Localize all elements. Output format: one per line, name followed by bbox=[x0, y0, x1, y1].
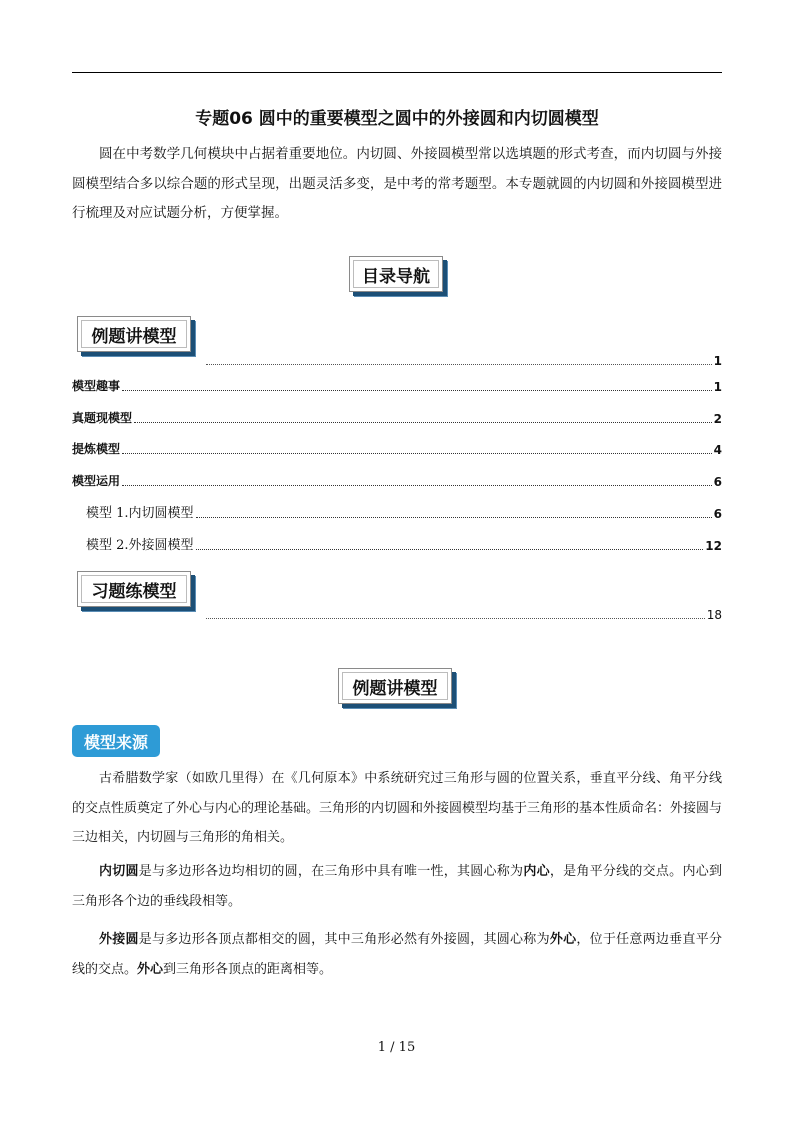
page-footer: 1 / 15 bbox=[377, 1040, 416, 1055]
toc-entry-label: 真题现模型 bbox=[72, 411, 133, 425]
toc-entry-section2[interactable] bbox=[204, 606, 722, 622]
toc-leader bbox=[122, 484, 712, 486]
toc-heading-box bbox=[349, 256, 443, 292]
toc-entry-section1[interactable] bbox=[204, 352, 722, 368]
toc-leader bbox=[196, 516, 712, 518]
toc-section2-box[interactable] bbox=[77, 571, 191, 607]
toc-entry-label: 模型 1.内切圆模型 bbox=[86, 506, 194, 521]
incircle-text-end: ，是角平分线的交点。内心到三角形各个边的垂线段相等。 bbox=[72, 864, 722, 909]
toc-leader bbox=[196, 548, 704, 550]
toc-subentry[interactable] bbox=[86, 537, 722, 553]
toc-entry[interactable] bbox=[72, 410, 722, 426]
incircle-text: 是与多边形各边均相切的圆，在三角形中具有唯一性，其圆心称为 bbox=[138, 864, 524, 879]
toc-section1-box[interactable] bbox=[77, 316, 191, 352]
toc-page-number: 1 bbox=[713, 380, 722, 394]
toc-section2-label: 习题练模型 bbox=[91, 581, 177, 602]
toc-entry-label: 模型运用 bbox=[72, 474, 121, 488]
toc-heading: 目录导航 bbox=[362, 266, 430, 287]
toc-page-number: 1 bbox=[713, 354, 722, 368]
toc-entry-label: 模型 2.外接圆模型 bbox=[86, 538, 194, 553]
circumcircle-text-mid: ，位于任意两边垂直平分线的交点。 bbox=[72, 932, 722, 977]
source-paragraph-history: 古希腊数学家（如欧几里得）在《几何原本》中系统研究过三角形与圆的位置关系，垂直平分线、角平分线的交点性质奠定了外心与内心的理论基础。三角形的内切圆和外接圆模型均基于三角形的基本性质命名：外接圆与三边相关，内切圆与三角形的角相关。 bbox=[72, 771, 723, 845]
section-heading-box bbox=[338, 668, 452, 704]
toc-entry[interactable] bbox=[72, 378, 722, 394]
section-heading: 例题讲模型 bbox=[352, 678, 438, 699]
circumcircle-text-end: 到三角形各顶点的距离相等。 bbox=[163, 961, 333, 977]
term-circumcenter: 外心 bbox=[549, 932, 577, 947]
toc-leader bbox=[122, 452, 712, 454]
toc-leader bbox=[134, 421, 712, 423]
toc-page-number: 6 bbox=[713, 475, 722, 489]
term-circumcenter-2: 外心 bbox=[137, 961, 164, 977]
term-circumcircle: 外接圆 bbox=[99, 932, 139, 947]
toc-entry[interactable] bbox=[72, 473, 722, 489]
toc-page-number: 2 bbox=[713, 412, 722, 426]
toc-section1-label: 例题讲模型 bbox=[91, 326, 177, 347]
toc-entry-label: 模型趣事 bbox=[72, 379, 121, 393]
toc-entry-label: 提炼模型 bbox=[72, 442, 121, 456]
toc-page-number: 6 bbox=[713, 507, 722, 521]
model-source-badge: 模型来源 bbox=[72, 725, 160, 757]
toc-page-number: 4 bbox=[713, 443, 722, 457]
term-incircle: 内切圆 bbox=[99, 864, 139, 879]
toc-leader bbox=[122, 389, 712, 391]
toc-subentry[interactable] bbox=[86, 505, 722, 521]
source-paragraph-incircle bbox=[72, 857, 722, 916]
term-incenter: 内心 bbox=[523, 864, 550, 879]
circumcircle-text: 是与多边形各顶点都相交的圆，其中三角形必然有外接圆，其圆心称为 bbox=[138, 932, 550, 947]
toc-entry[interactable] bbox=[72, 441, 722, 457]
document-title: 专题06 圆中的重要模型之圆中的外接圆和内切圆模型 bbox=[195, 109, 599, 129]
header-rule bbox=[72, 72, 722, 73]
toc-leader bbox=[206, 617, 705, 619]
source-paragraph-circumcircle bbox=[72, 925, 722, 984]
toc-leader bbox=[206, 363, 712, 365]
toc-page-number: 12 bbox=[705, 539, 722, 553]
toc-page-number: 18 bbox=[706, 608, 722, 622]
intro-paragraph: 圆在中考数学几何模块中占据着重要地位。内切圆、外接圆模型常以选填题的形式考查，而内切圆与外接圆模型结合多以综合题的形式呈现，出题灵活多变，是中考的常考题型。本专题就圆的内切圆和外接圆模型进行梳理及对应试题分析，方便掌握。 bbox=[72, 146, 722, 221]
